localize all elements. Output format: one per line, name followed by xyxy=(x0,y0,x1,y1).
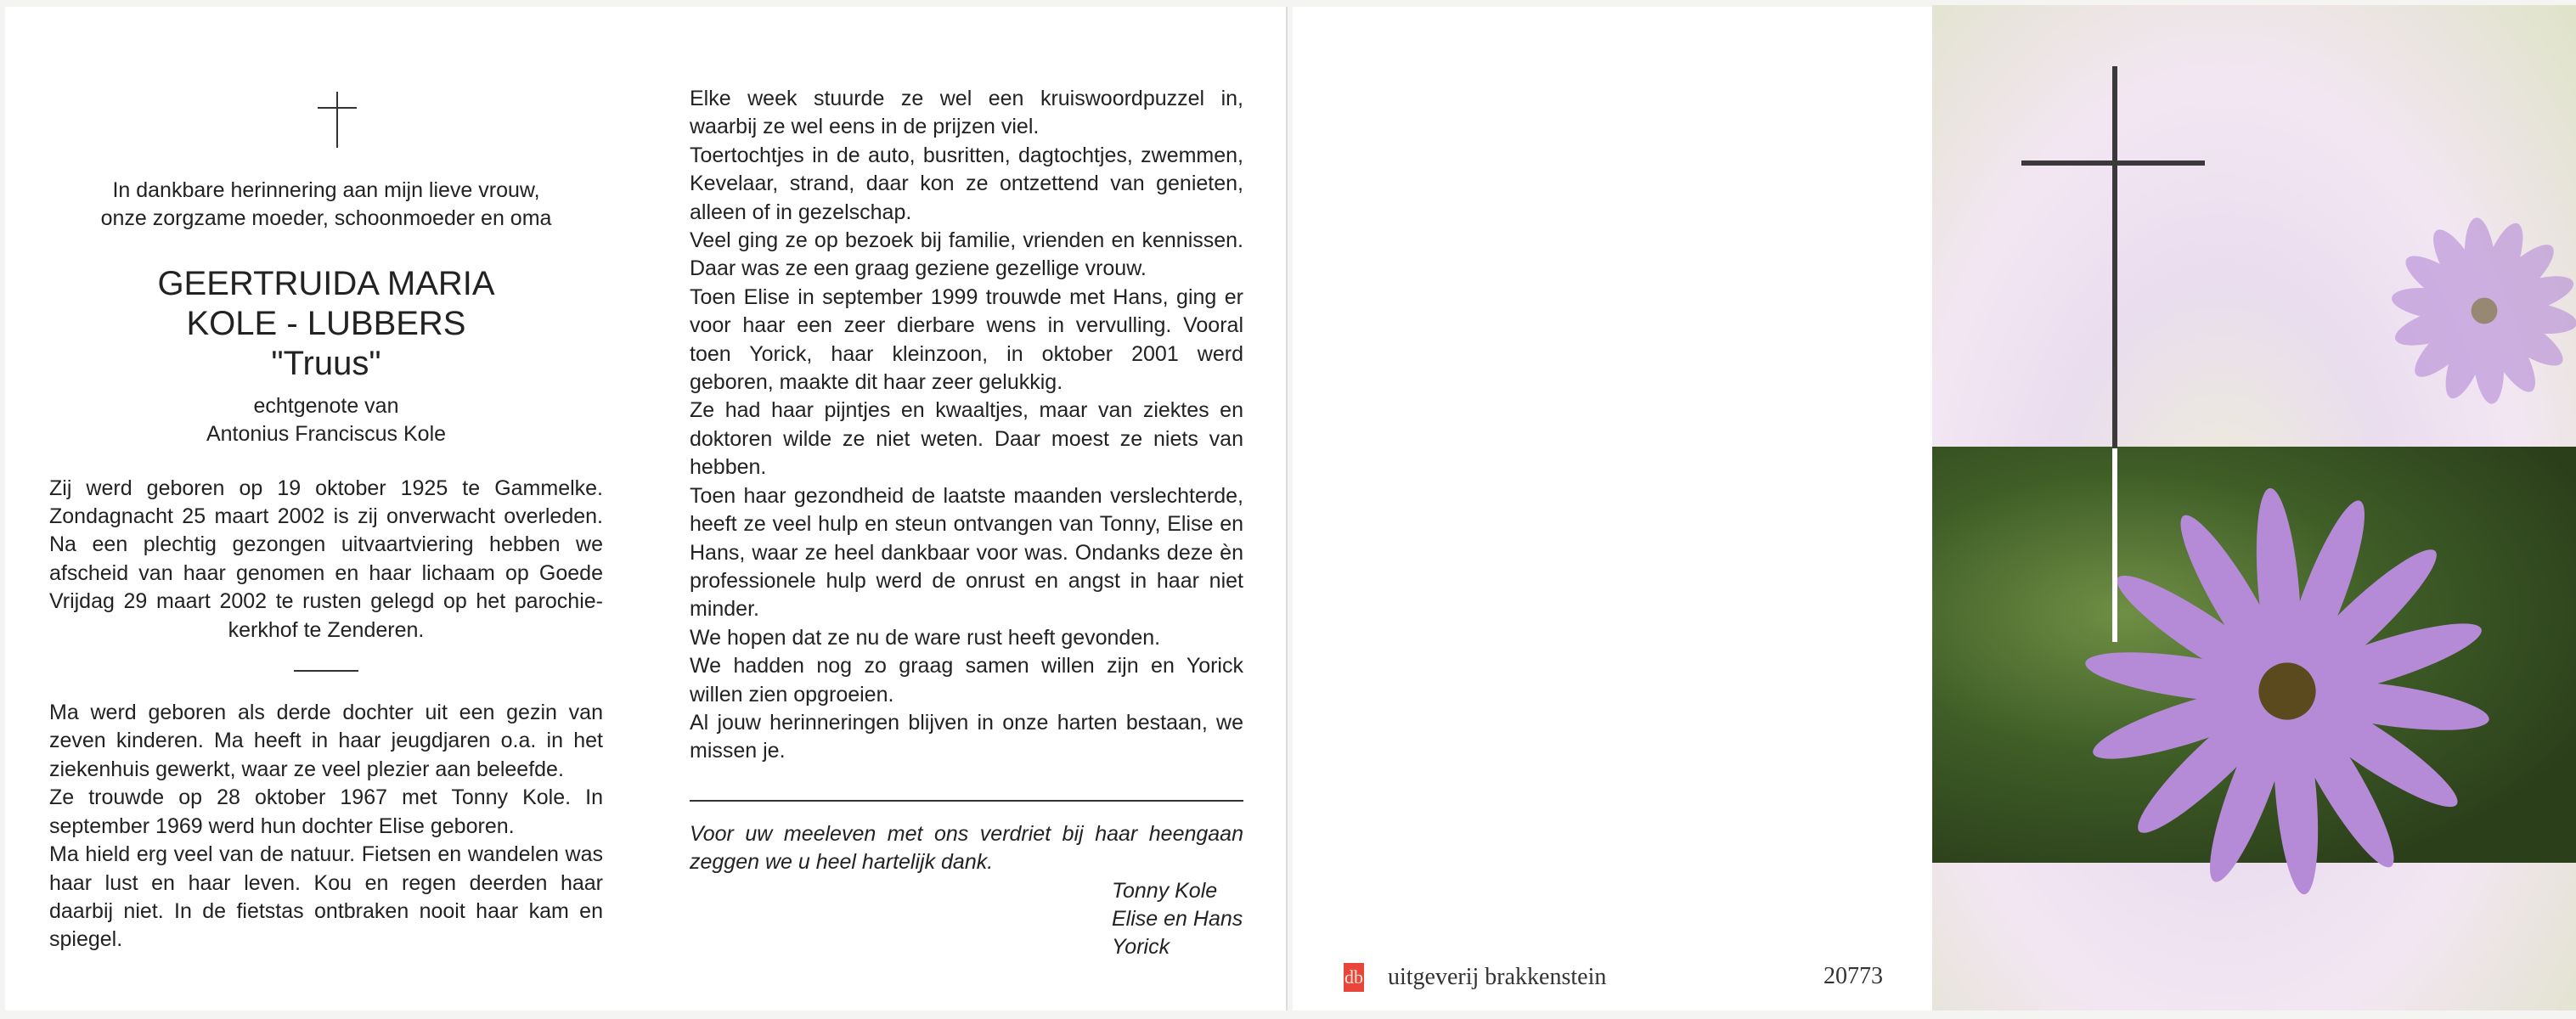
text-line: heeft ze veel hulp en steun ontvangen van Tonny, Elise en xyxy=(690,512,1243,537)
intro-line: In dankbare herinnering aan mijn lieve vrouw, xyxy=(112,178,540,202)
signature: Yorick xyxy=(1112,935,1170,960)
left-panel xyxy=(49,177,603,954)
text-line: Ma werd geboren als derde dochter uit een gezin van xyxy=(49,701,603,725)
deceased-name: GEERTRUIDA MARIA xyxy=(157,264,495,302)
cover-cross-horizontal xyxy=(2021,160,2205,166)
text-line: willen zien opgroeien. xyxy=(690,682,894,707)
text-line: Zondagnacht 25 maart 2002 is zij onverwacht overleden. xyxy=(49,504,603,529)
separator xyxy=(294,670,358,672)
publisher-logo: db xyxy=(1344,963,1364,992)
text-line: We hopen dat ze nu de ware rust heeft gevonden. xyxy=(690,625,1161,650)
text-line: Ze had haar pijntjes en kwaaltjes, maar van ziektes en xyxy=(690,398,1243,423)
text-line: Daar was ze een graag geziene gezellige vrouw. xyxy=(690,256,1147,281)
flower-center xyxy=(2258,662,2315,719)
text-line: Ma hield erg veel van de natuur. Fietsen en wandelen was xyxy=(49,842,603,867)
text-line: minder. xyxy=(690,597,759,622)
thanks-line: zeggen we u heel hartelijk dank. xyxy=(690,850,994,875)
text-line: Hans, waar ze heel dankbaar voor was. Ondanks deze èn xyxy=(690,540,1243,565)
text-line: ziekenhuis gewerkt, waar ze veel plezier aan beleefde. xyxy=(49,757,564,781)
intro-line: onze zorgzame moeder, schoonmoeder en oma xyxy=(100,206,552,231)
text-line: Toertochtjes in de auto, busritten, dagtochtjes, zwemmen, xyxy=(690,143,1243,167)
text-line: doktoren wilde ze niet weten. Daar moest ze niets van xyxy=(690,426,1243,451)
biography-line: kerkhof te Zenderen. xyxy=(228,617,425,642)
thanks-line: Voor uw meeleven met ons verdriet bij haar heengaan xyxy=(690,821,1243,846)
text-line: geboren, maakte dit haar zeer gelukkig. xyxy=(690,370,1063,395)
flower-center xyxy=(2472,298,2498,324)
text-line: Ze trouwde op 28 oktober 1967 met Tonny Kole. In xyxy=(49,785,603,810)
text-line: Toen haar gezondheid de laatste maanden verslechterde, xyxy=(690,483,1243,508)
text-line: Na een plechtig gezongen uitvaartviering hebben we xyxy=(49,532,603,557)
signature: Elise en Hans xyxy=(1112,906,1243,931)
biography-continued xyxy=(690,85,1243,766)
text-line: daarbij niet. In de fietstas ontbraken nooit haar kam en xyxy=(49,898,603,923)
text-line: afscheid van haar genomen en haar lichaam op Goede xyxy=(49,560,603,585)
text-line: Al jouw herinneringen blijven in onze harten bestaan, we xyxy=(690,710,1243,735)
text-line: september 1969 werd hun dochter Elise geboren. xyxy=(49,814,515,838)
text-line: Veel ging ze op bezoek bij familie, vrienden en kennissen. xyxy=(690,228,1243,253)
text-line: Toen Elise in september 1999 trouwde met Hans, ging er xyxy=(690,284,1243,309)
text-line: alleen of in gezelschap. xyxy=(690,200,912,224)
foreground-flower xyxy=(2083,487,2492,896)
text-line: We hadden nog zo graag samen willen zijn en Yorick xyxy=(690,654,1243,678)
text-line: Vrijdag 29 maart 2002 te rusten gelegd op het parochie- xyxy=(49,589,603,614)
cross-icon xyxy=(316,92,358,148)
nickname: "Truus" xyxy=(271,344,381,382)
biography-paragraph-1 xyxy=(49,475,603,616)
text-line: waarbij ze wel eens in de prijzen viel. xyxy=(690,115,1040,139)
text-line: Elke week stuurde ze wel een kruiswoordpuzzel in, xyxy=(690,87,1243,110)
text-line: hebben. xyxy=(690,455,767,480)
spouse-name: Antonius Franciscus Kole xyxy=(206,422,447,447)
text-line: Kevelaar, strand, daar kon ze ontzettend van genieten, xyxy=(690,172,1243,196)
text-line: toen Yorick, haar kleinzoon, in oktober 2001 werd xyxy=(690,341,1243,366)
text-line: professionele hulp werd de onrust en angst in haar niet xyxy=(690,568,1243,593)
background-flower xyxy=(2390,217,2576,405)
deceased-surname: KOLE - LUBBERS xyxy=(186,304,466,342)
text-line: zeven kinderen. Ma heeft in haar jeugdjaren o.a. in het xyxy=(49,729,603,753)
cover-photo xyxy=(1932,5,2576,1011)
card-number: 20773 xyxy=(1823,963,1883,989)
cover-cross-vertical xyxy=(2112,66,2117,448)
middle-panel xyxy=(690,85,1243,962)
text-line: Zij werd geboren op 19 oktober 1925 te Gammelke. xyxy=(49,476,603,500)
text-line: spiegel. xyxy=(49,927,123,952)
biography-paragraph-2 xyxy=(49,699,603,954)
signature: Tonny Kole xyxy=(1112,878,1218,903)
spouse-label: echtgenote van xyxy=(253,393,399,418)
divider-rule xyxy=(690,800,1243,802)
text-line: voor haar een zeer dierbare wens in vervulling. Vooral xyxy=(690,313,1243,338)
daisy-flower-image xyxy=(1932,5,2576,1011)
publisher-name: uitgeverij brakkenstein xyxy=(1388,964,1607,990)
text-line: missen je. xyxy=(690,739,786,763)
text-line: haar lust en haar leven. Kou en regen deerden haar xyxy=(49,870,603,895)
cover-cross-vertical-white xyxy=(2112,448,2117,642)
publisher-imprint xyxy=(1344,963,1606,992)
